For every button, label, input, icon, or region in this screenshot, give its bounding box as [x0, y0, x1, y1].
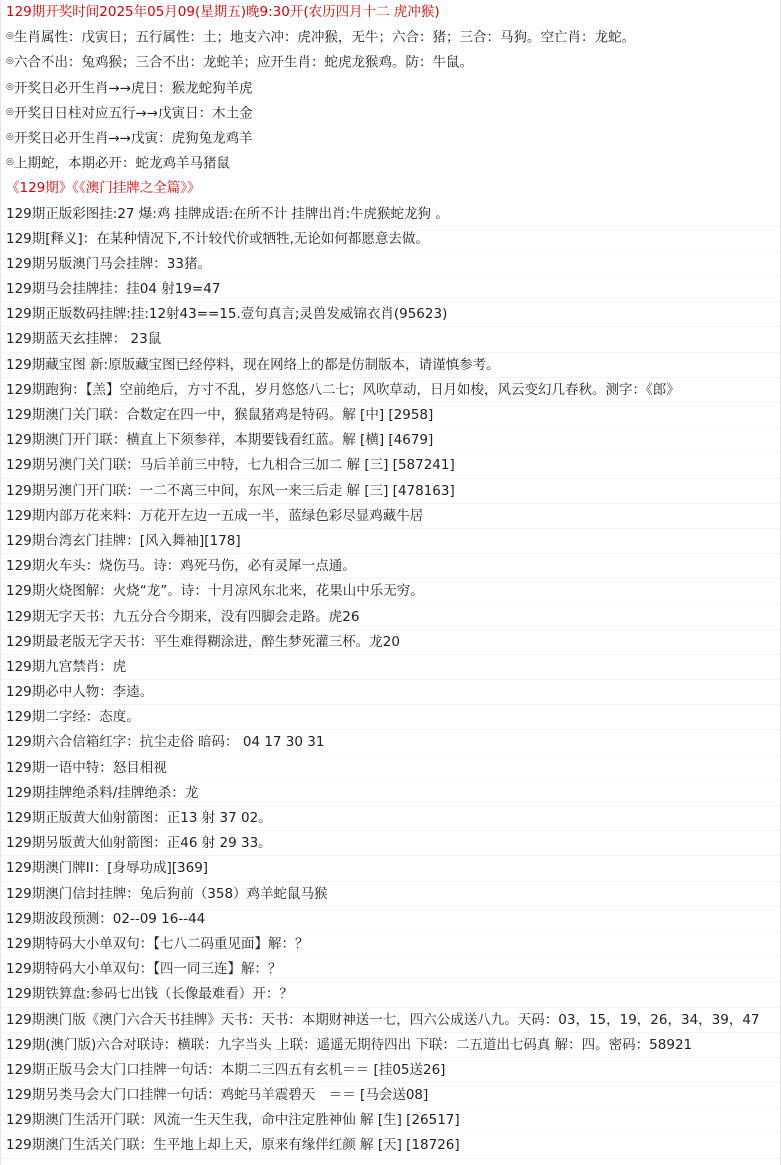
fact-text: 开奖日必开生肖→→戊寅：虎狗兔龙鸡羊 — [14, 130, 253, 147]
fact-item — [1, 126, 780, 151]
entry-row: 129期特码大小单双句：【七八二码重见面】解：？ — [1, 932, 780, 957]
bullet-icon: ◎ — [6, 56, 14, 67]
entry-row: 129期台湾玄门挂牌：[风入舞袖][178] — [1, 529, 780, 554]
fact-item — [1, 50, 780, 75]
bullet-icon: ◎ — [6, 31, 14, 42]
draw-time-heading: 129期开奖时间2025年05月09(星期五)晚9:30开(农历四月十二 虎冲猴) — [6, 4, 440, 20]
entry-row: 129期[释义]：在某种情况下,不计较代价或牺牲,无论如何都愿意去做。 — [1, 227, 780, 252]
entry-row: 129期澳门生活开门联：风流一生天生我，命中注定胜神仙 解 [生] [26517] — [1, 1108, 780, 1133]
fact-item — [1, 25, 780, 50]
fact-text: 六合不出：兔鸡猴；三合不出：龙蛇羊；应开生肖：蛇虎龙猴鸡。防：牛鼠。 — [14, 54, 473, 71]
entry-row: 129期正版黄大仙射箭图：正13 射 37 02。 — [1, 806, 780, 831]
entry-row: 129期澳门版《澳门六合天书挂牌》天书：天书：本期财神送一七，四六公成送八九。天码：03，15，19，26，34，39，47 — [1, 1008, 780, 1033]
entry-row: 129期另澳门开门联：一二不离三中间，东风一来三后走 解 [三] [478163] — [1, 479, 780, 504]
entry-row: 129期马会挂牌挂：挂04 射19=47 — [1, 277, 780, 302]
bullet-icon: ◎ — [6, 157, 14, 168]
fact-text: 开奖日必开生肖→→虎日：猴龙蛇狗羊虎 — [14, 80, 253, 97]
entry-row: 129期藏宝图 新:原版藏宝图已经停料，现在网络上的都是仿制版本，请谨慎参考。 — [1, 353, 780, 378]
entry-row: 129期挂牌绝杀料/挂牌绝杀：龙 — [1, 781, 780, 806]
entry-row: 129期无字天书：九五分合今期来，没有四脚会走路。虎26 — [1, 605, 780, 630]
entry-row: 129期必中人物：李逵。 — [1, 680, 780, 705]
bullet-icon: ◎ — [6, 106, 14, 117]
fact-text: 开奖日日柱对应五行→→戊寅日：木土金 — [14, 105, 253, 122]
entry-row: 129期跑狗：【羔】空前绝后，方寸不乱，岁月悠悠八二七；风吹草动，日月如梭，风云变幻几春秋。测字：《郎》 — [1, 378, 780, 403]
entry-row: 129期澳门生活关门联：生平地上却上天，原来有缘伴红颜 解 [天] [18726] — [1, 1133, 780, 1158]
entry-row: 129期铁算盘:参码七出钱（长像最难看）开：？ — [1, 982, 780, 1007]
entry-row: 129期澳门开门联：横直上下须参祥，本期要钱看红蓝。解 [横] [4679] — [1, 428, 780, 453]
fact-text: 上期蛇，本期必开：蛇龙鸡羊马猪鼠 — [14, 155, 230, 172]
section-title: 《129期》《《澳门挂牌之全篇》》 — [6, 180, 201, 197]
bullet-icon: ◎ — [6, 81, 14, 92]
entry-row: 129期澳门信封挂牌：兔后狗前（358）鸡羊蛇鼠马猴 — [1, 882, 780, 907]
entry-row: 129期特码大小单双句：【四一同三连】解：？ — [1, 957, 780, 982]
fact-item — [1, 76, 780, 101]
entry-row: 129期(澳门版)六合对联诗：横联：九字当头 上联：遥遥无期待四出 下联：二五道出七码真 解：四。密码：58921 — [1, 1033, 780, 1058]
entry-row: 129期澳门关门联：合数定在四一中，猴鼠猪鸡是特码。解 [中] [2958] — [1, 403, 780, 428]
entry-row: 129期一语中特：怒目相视 — [1, 756, 780, 781]
entries-list — [1, 202, 780, 1159]
entry-row: 129期另澳门关门联：马后羊前三中特，七九相合三加二 解 [三] [587241] — [1, 453, 780, 478]
entry-row: 129期正版彩图挂:27 爆:鸡 挂牌成语:在所不计 挂牌出肖:牛虎猴蛇龙狗 。 — [1, 202, 780, 227]
entry-row: 129期正版数码挂牌:挂:12射43==15.壹句真言;灵兽发威锦衣肖(95623) — [1, 302, 780, 327]
entry-row: 129期火车头：烧伤马。诗：鸡死马伤，必有灵犀一点通。 — [1, 554, 780, 579]
entry-row: 129期波段预测：02--09 16--44 — [1, 907, 780, 932]
fact-item — [1, 151, 780, 176]
entry-row: 129期另版黄大仙射箭图：正46 射 29 33。 — [1, 831, 780, 856]
entry-row: 129期九宫禁肖：虎 — [1, 655, 780, 680]
facts-list — [1, 25, 780, 176]
entry-row: 129期另类马会大门口挂牌一句话：鸡蛇马羊震碧天 ＝＝ [马会送08] — [1, 1083, 780, 1108]
entry-row: 129期六合信箱红字：抗尘走俗 暗码： 04 17 30 31 — [1, 730, 780, 755]
entry-row: 129期内部万花来料：万花开左边一五成一半，蓝绿色彩尽显鸡藏牛居 — [1, 504, 780, 529]
entry-row: 129期火烧图解：火烧“龙”。诗：十月凉风东北来，花果山中乐无穷。 — [1, 579, 780, 604]
entry-row: 129期蓝天玄挂牌： 23鼠 — [1, 327, 780, 352]
entry-row: 129期最老版无字天书：平生难得糊涂进，醉生梦死灌三杯。龙20 — [1, 630, 780, 655]
entry-row: 129期另版澳门马会挂牌：33猪。 — [1, 252, 780, 277]
fact-item — [1, 101, 780, 126]
bullet-icon: ◎ — [6, 131, 14, 142]
fact-text: 生肖属性：戊寅日；五行属性：土；地支六冲：虎冲猴，无牛；六合：猪；三合：马狗。空亡肖：龙蛇。 — [14, 29, 635, 46]
entry-row: 129期澳门牌II：[身辱功成][369] — [1, 856, 780, 881]
entry-row: 129期二字经：态度。 — [1, 705, 780, 730]
entry-row: 129期正版马会大门口挂牌一句话：本期二三四五有玄机＝＝ [挂05送26] — [1, 1058, 780, 1083]
